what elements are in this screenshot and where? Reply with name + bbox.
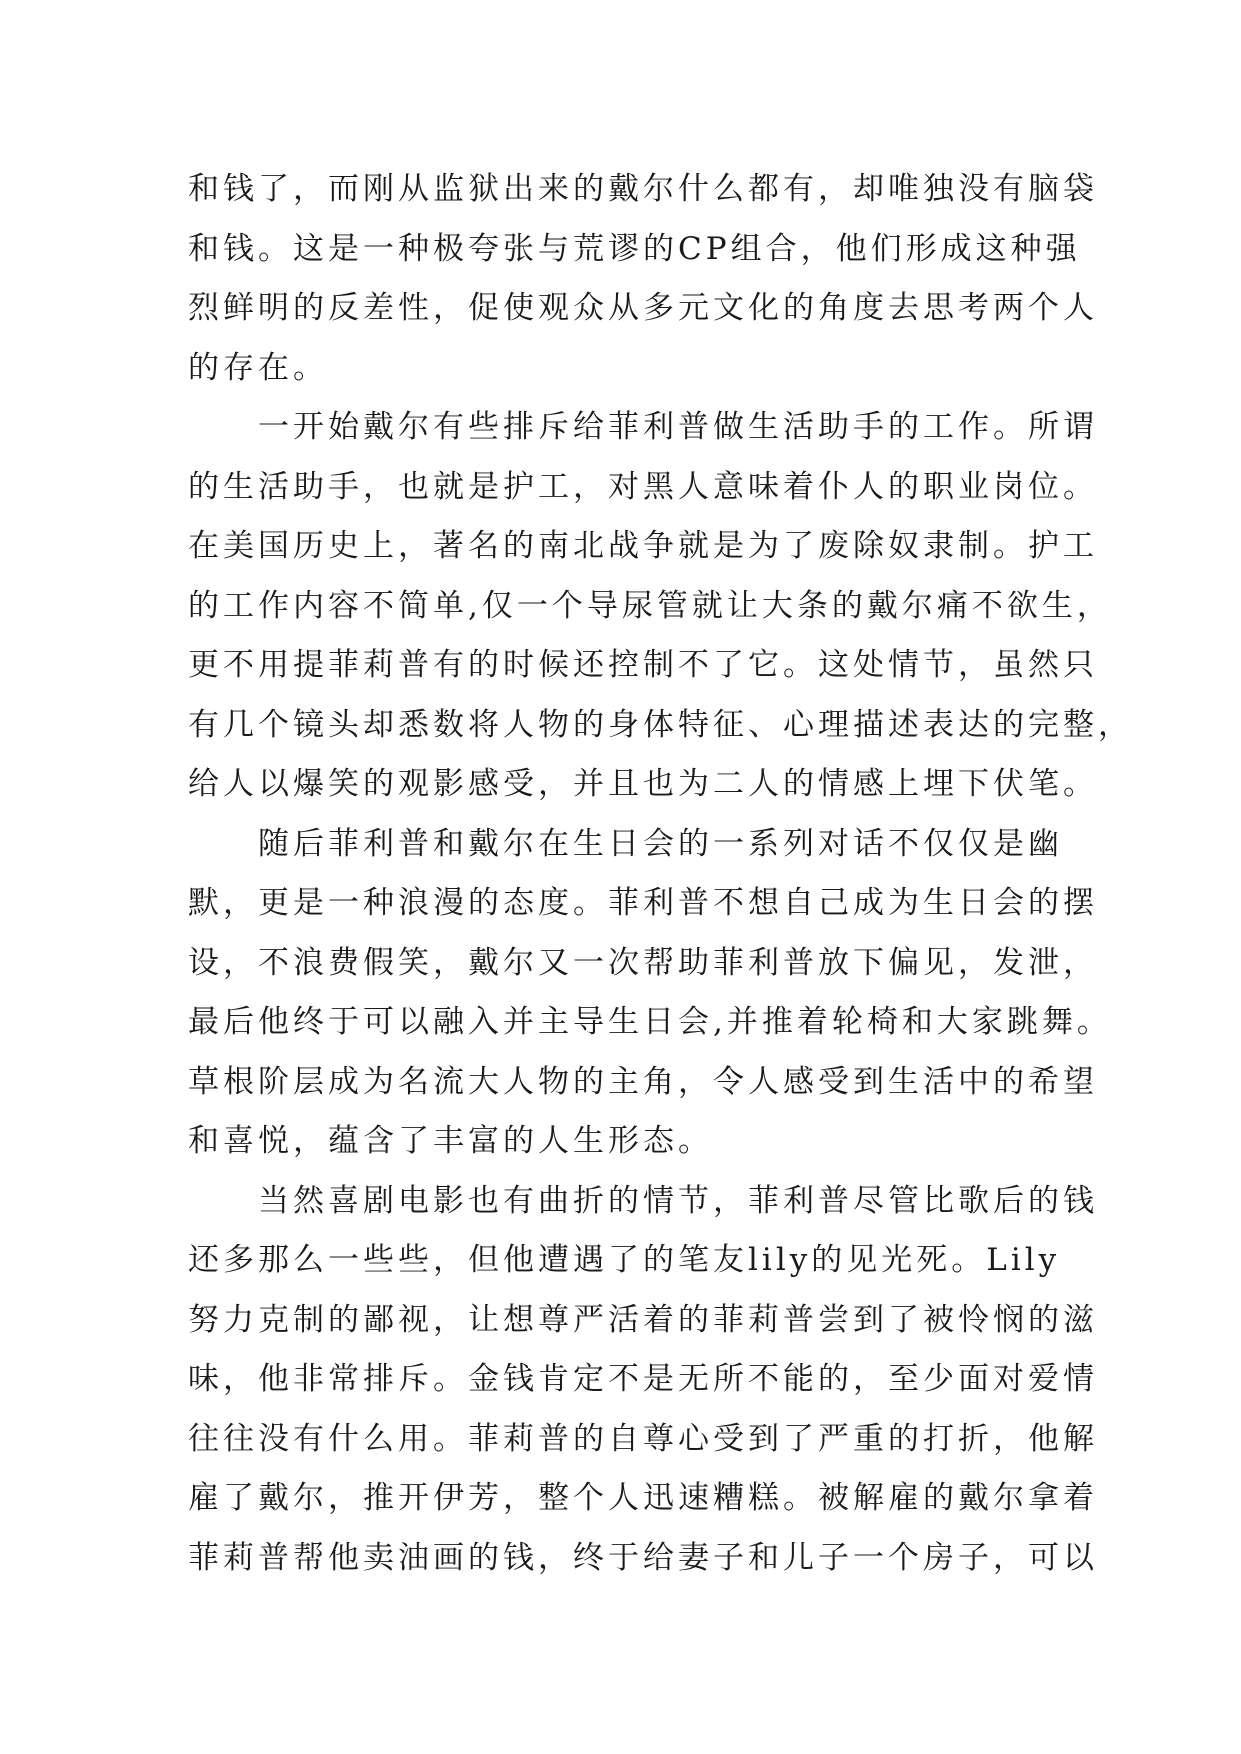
text-line: 菲莉普帮他卖油画的钱，终于给妻子和儿子一个房子，可以 (188, 1539, 1098, 1576)
text-line: 和钱。这是一种极夸张与荒谬的CP组合，他们形成这种强 (188, 230, 1081, 267)
text-line: 还多那么一些些，但他遭遇了的笔友lily的见光死。Lily (188, 1242, 1061, 1278)
text-line-first: 随后菲利普和戴尔在生日会的一系列对话不仅仅是幽 (258, 825, 1063, 862)
text-line: 设，不浪费假笑，戴尔又一次帮助菲利普放下偏见，发泄， (188, 944, 1098, 981)
text-line-first: 当然喜剧电影也有曲折的情节，菲利普尽管比歌后的钱 (258, 1182, 1098, 1219)
text-line: 努力克制的鄙视，让想尊严活着的菲莉普尝到了被怜悯的滋 (188, 1301, 1098, 1338)
text-line: 草根阶层成为名流大人物的主角，令人感受到生活中的希望 (188, 1063, 1098, 1100)
text-line: 和喜悦，蕴含了丰富的人生形态。 (188, 1123, 713, 1159)
text-line: 味，他非常排斥。金钱肯定不是无所不能的，至少面对爱情 (188, 1361, 1098, 1397)
paragraph-1 (188, 160, 1098, 398)
text-line: 最后他终于可以融入并主导生日会,并推着轮椅和大家跳舞。 (188, 1004, 1112, 1040)
paragraph-4 (188, 1172, 1098, 1589)
text-line: 默，更是一种浪漫的态度。菲利普不想自己成为生日会的摆 (188, 885, 1098, 921)
text-line: 和钱了，而刚从监狱出来的戴尔什么都有，却唯独没有脑袋 (188, 171, 1098, 207)
text-line: 更不用提菲莉普有的时候还控制不了它。这处情节，虽然只 (188, 647, 1098, 683)
text-line: 烈鲜明的反差性，促使观众从多元文化的角度去思考两个人 (188, 290, 1098, 326)
body-text (188, 160, 1133, 1588)
text-line: 给人以爆笑的观影感受，并且也为二人的情感上埋下伏笔。 (188, 766, 1098, 802)
text-line: 雇了戴尔，推开伊芳，整个人迅速糟糕。被解雇的戴尔拿着 (188, 1480, 1098, 1516)
text-line-first: 一开始戴尔有些排斥给菲利普做生活助手的工作。所谓 (258, 409, 1098, 445)
text-line: 的生活助手，也就是护工，对黑人意味着仆人的职业岗位。 (188, 468, 1098, 505)
text-line: 的存在。 (188, 349, 328, 386)
paragraph-2 (188, 398, 1133, 815)
text-line: 在美国历史上，著名的南北战争就是为了废除奴隶制。护工 (188, 528, 1098, 564)
text-line: 的工作内容不简单,仅一个导尿管就让大条的戴尔痛不欲生， (188, 587, 1112, 624)
text-line: 往往没有什么用。菲莉普的自尊心受到了严重的打折，他解 (188, 1420, 1098, 1457)
paragraph-3 (188, 815, 1112, 1172)
text-line: 有几个镜头却悉数将人物的身体特征、心理描述表达的完整， (188, 706, 1133, 743)
